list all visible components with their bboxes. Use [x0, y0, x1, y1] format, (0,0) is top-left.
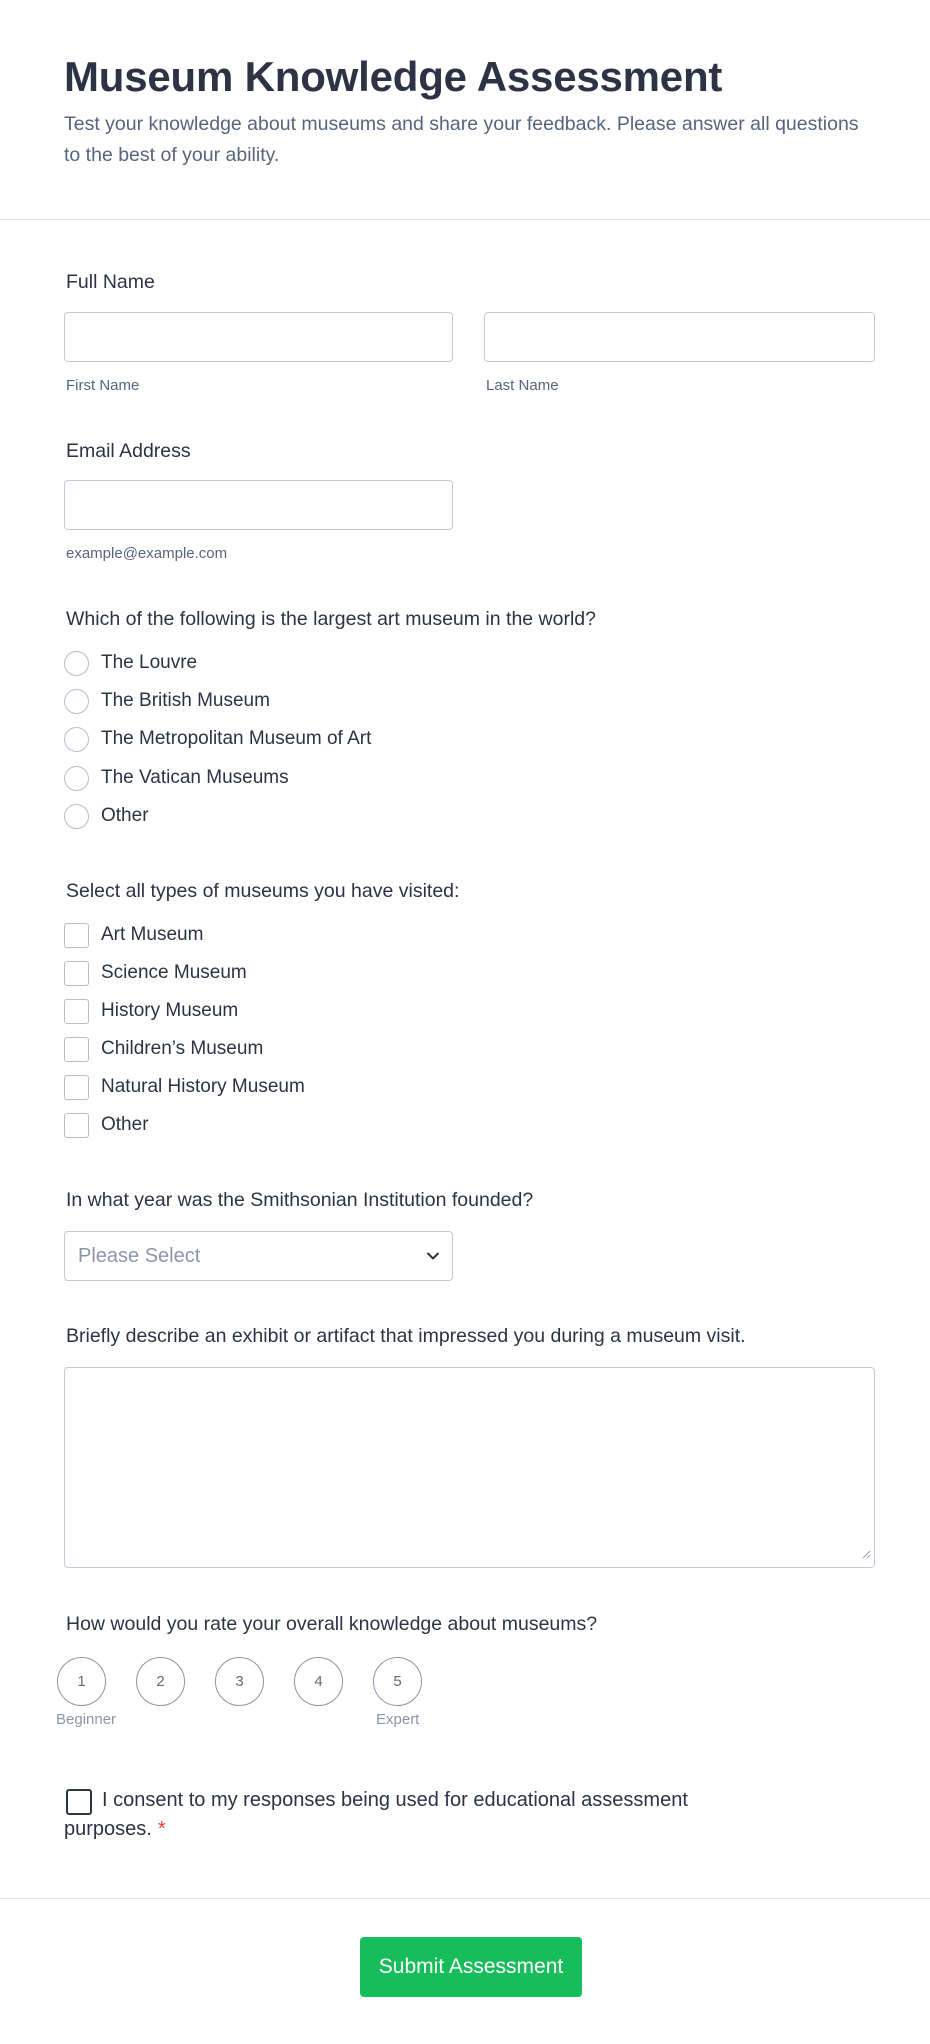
radio-circle[interactable]	[64, 651, 89, 676]
radio-option[interactable]	[64, 725, 371, 753]
form-title: Museum Knowledge Assessment	[64, 53, 723, 100]
email-field[interactable]	[64, 480, 453, 530]
first-name-sublabel: First Name	[66, 377, 140, 394]
last-name-sublabel: Last Name	[486, 377, 559, 394]
email-label: Email Address	[66, 440, 191, 462]
checkbox-option[interactable]	[64, 997, 238, 1025]
consent-text: I consent to my responses being used for educational assessment purposes.	[64, 1789, 688, 1840]
email-sublabel: example@example.com	[66, 545, 228, 562]
select-placeholder: Please Select	[78, 1245, 201, 1267]
rating-option-4[interactable]: 4	[294, 1657, 343, 1706]
exhibit-textarea[interactable]	[64, 1367, 875, 1568]
radio-circle[interactable]	[64, 689, 89, 714]
checkbox[interactable]	[64, 1113, 89, 1138]
checkbox-option-label: Children’s Museum	[101, 1038, 264, 1059]
radio-option-label: The Metropolitan Museum of Art	[101, 728, 372, 749]
radio-option-label: The British Museum	[101, 690, 270, 711]
rating-question: How would you rate your overall knowledge about museums?	[66, 1613, 598, 1635]
checkbox[interactable]	[64, 923, 89, 948]
required-asterisk: *	[157, 1818, 166, 1840]
checkbox-option[interactable]	[64, 1073, 305, 1101]
checkbox-option[interactable]	[64, 959, 247, 987]
resize-handle-icon[interactable]	[861, 1546, 871, 1564]
form-header	[64, 52, 874, 171]
radio-option[interactable]	[64, 764, 289, 792]
exhibit-question: Briefly describe an exhibit or artifact that impressed you during a museum visit.	[66, 1325, 746, 1347]
footer-divider	[0, 1898, 930, 1899]
rating-max-caption: Expert	[376, 1711, 420, 1728]
header-divider	[0, 219, 930, 220]
checkbox[interactable]	[64, 1075, 89, 1100]
radio-circle[interactable]	[64, 804, 89, 829]
smithsonian-year-question: In what year was the Smithsonian Institution founded?	[66, 1189, 534, 1211]
year-select[interactable]	[64, 1231, 453, 1281]
chevron-down-icon	[426, 1249, 440, 1268]
museum-types-question: Select all types of museums you have visited:	[66, 880, 460, 902]
rating-option-2[interactable]: 2	[136, 1657, 185, 1706]
radio-option-label: The Louvre	[101, 652, 198, 673]
radio-option[interactable]	[64, 649, 197, 677]
checkbox-option-label: Science Museum	[101, 962, 247, 983]
checkbox[interactable]	[64, 999, 89, 1024]
checkbox-option-label: Other	[101, 1114, 149, 1135]
largest-museum-question: Which of the following is the largest art museum in the world?	[66, 608, 596, 630]
checkbox[interactable]	[64, 1037, 89, 1062]
consent-label	[64, 1786, 744, 1844]
rating-option-5[interactable]: 5	[373, 1657, 422, 1706]
checkbox-option-label: Natural History Museum	[101, 1076, 305, 1097]
form-description: Test your knowledge about museums and share your feedback. Please answer all questions to the best of your ability.	[64, 113, 859, 166]
first-name-input[interactable]	[64, 312, 453, 362]
rating-min-caption: Beginner	[56, 1711, 117, 1728]
radio-circle[interactable]	[64, 727, 89, 752]
checkbox-option-label: History Museum	[101, 1000, 239, 1021]
submit-button[interactable]: Submit Assessment	[360, 1937, 582, 1997]
checkbox-option[interactable]	[64, 921, 203, 949]
checkbox-option[interactable]	[64, 1111, 149, 1139]
rating-option-3[interactable]: 3	[215, 1657, 264, 1706]
checkbox[interactable]	[64, 961, 89, 986]
radio-circle[interactable]	[64, 766, 89, 791]
checkbox-option[interactable]	[64, 1035, 263, 1063]
full-name-label: Full Name	[66, 271, 155, 293]
radio-option[interactable]	[64, 687, 270, 715]
radio-option-label: The Vatican Museums	[101, 767, 289, 788]
rating-option-1[interactable]: 1	[57, 1657, 106, 1706]
last-name-input[interactable]	[484, 312, 875, 362]
checkbox-option-label: Art Museum	[101, 924, 204, 945]
radio-option[interactable]	[64, 802, 149, 830]
radio-option-label: Other	[101, 805, 149, 826]
